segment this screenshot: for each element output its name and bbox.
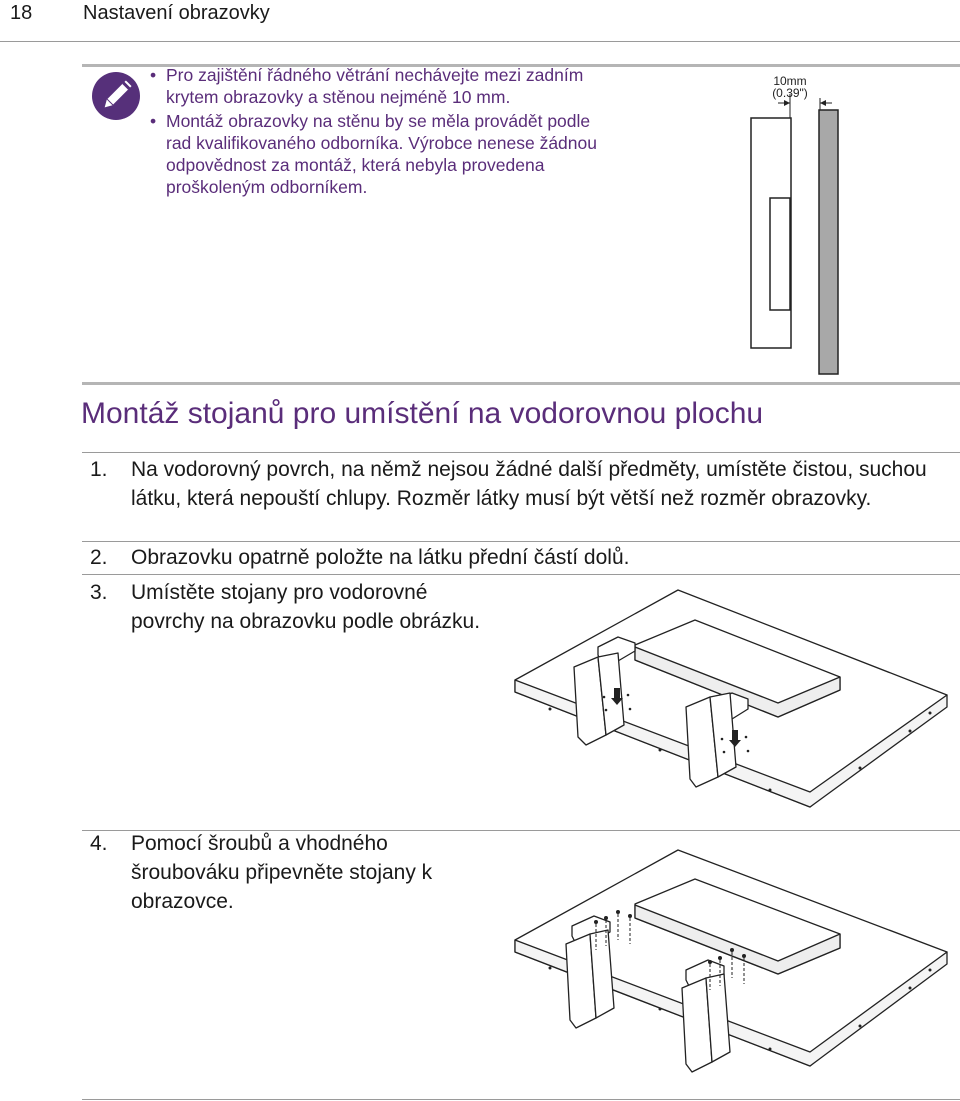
page-bottom-rule: [82, 1099, 960, 1100]
clearance-dimension-mm: 10mm: [773, 74, 807, 88]
note-list: [148, 64, 598, 198]
step-3: [90, 578, 490, 666]
pencil-note-icon: [92, 72, 140, 120]
step-number: 4.: [90, 832, 108, 855]
step-number: 1.: [90, 458, 108, 481]
step-1: [90, 455, 960, 539]
step-number: 3.: [90, 581, 108, 604]
screw-fastening-figure: [510, 848, 955, 1088]
section-title: Montáž stojanů pro umístění na vodorovnou plochu: [81, 397, 764, 430]
section-divider: [82, 452, 960, 453]
step-text: Obrazovku opatrně položte na látku přední částí dolů.: [131, 546, 630, 569]
section-top-rule: [82, 382, 960, 385]
note-item: • Montáž obrazovky na stěnu by se měla provádět podle rad kvalifikovaného odborníka. Výrobce nenese žádnou odpovědnost za montáž, která nebyla provedena proškoleným odborníkem.: [148, 110, 598, 198]
chapter-title: Nastavení obrazovky: [83, 2, 270, 24]
page-number: 18: [10, 2, 33, 24]
wall-clearance-figure: [740, 70, 850, 382]
step-text: Na vodorovný povrch, na němž nejsou žádné další předměty, umístěte čistou, suchou látku, která nepouští chlupy. Rozměr látky musí být větší než rozměr obrazovky.: [131, 458, 927, 510]
note-item: • Pro zajištění řádného větrání nechávejte mezi zadním krytem obrazovky a stěnou nejméně 10 mm.: [148, 64, 598, 108]
step-2: [90, 543, 960, 572]
clearance-dimension-inch: (0.39"): [772, 86, 808, 100]
header-divider: [0, 41, 960, 42]
step-number: 2.: [90, 546, 108, 569]
stand-placement-figure: [510, 585, 955, 815]
step-divider: [82, 574, 960, 575]
step-text: Pomocí šroubů a vhodného šroubováku připevněte stojany k obrazovce.: [131, 832, 433, 913]
step-4: [90, 829, 510, 917]
step-divider: [82, 541, 960, 542]
step-text: Umístěte stojany pro vodorovné povrchy na obrazovku podle obrázku.: [131, 581, 481, 633]
